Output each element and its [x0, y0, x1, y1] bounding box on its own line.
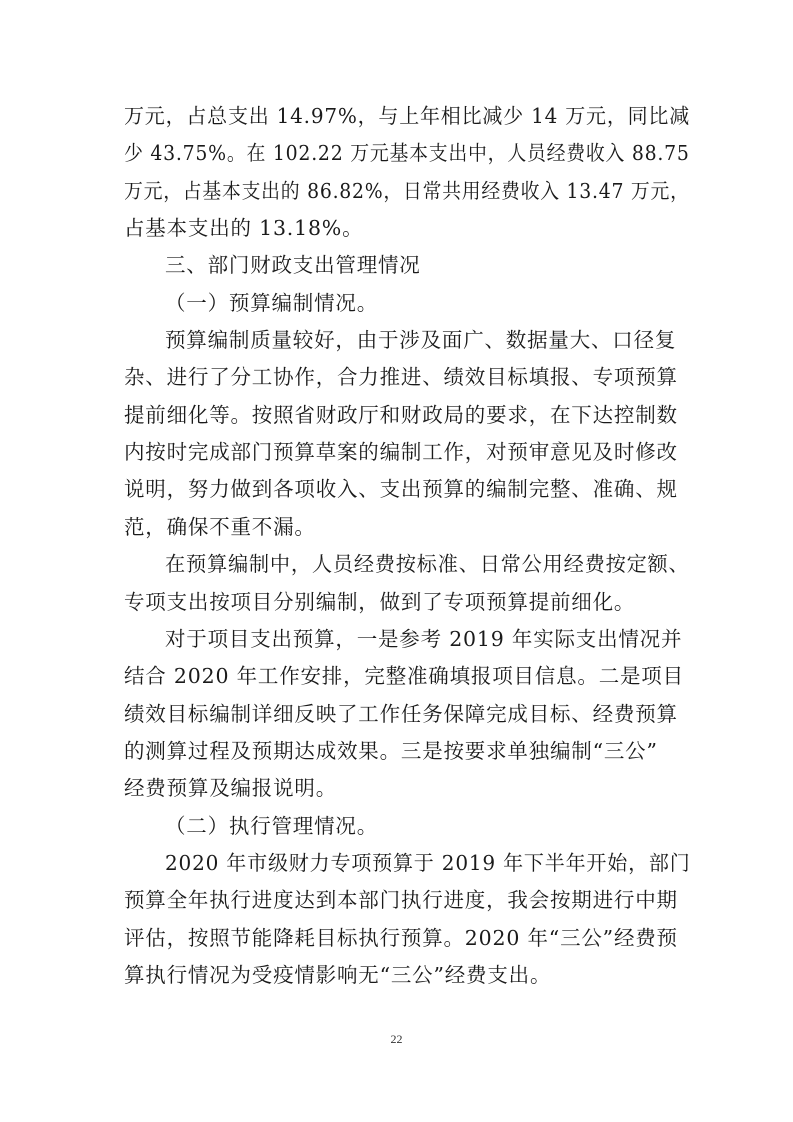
body-text-line: 提前细化等。按照省财政厅和财政局的要求，在下达控制数 — [124, 403, 678, 427]
body-text-line: 对于项目支出预算，一是参考 2019 年实际支出情况并 — [165, 627, 683, 651]
body-text-line: 万元，占基本支出的 86.82%，日常共用经费收入 13.47 万元， — [124, 179, 690, 203]
body-text-line: 在预算编制中，人员经费按标准、日常公用经费按定额、 — [165, 552, 690, 576]
section-heading: 三、部门财政支出管理情况 — [165, 253, 421, 277]
subsection-heading: （一）预算编制情况。 — [165, 291, 378, 315]
body-text-line: 少 43.75%。在 102.22 万元基本支出中，人员经费收入 88.75 — [124, 141, 690, 165]
body-text-line: 算执行情况为受疫情影响无“三公”经费支出。 — [124, 963, 552, 987]
body-text-line: 预算全年执行进度达到本部门执行进度，我会按期进行中期 — [124, 888, 678, 912]
body-text-line: 说明，努力做到各项收入、支出预算的编制完整、准确、规 — [124, 477, 678, 501]
body-text-line: 绩效目标编制详细反映了工作任务保障完成目标、经费预算 — [124, 702, 678, 726]
body-text-line: 杂、进行了分工协作，合力推进、绩效目标填报、专项预算 — [124, 365, 678, 389]
body-text-line: 的测算过程及预期达成效果。三是按要求单独编制“三公” — [124, 739, 658, 763]
body-text-line: 预算编制质量较好，由于涉及面广、数据量大、口径复 — [165, 328, 677, 352]
body-text-line: 2020 年市级财力专项预算于 2019 年下半年开始，部门 — [165, 851, 691, 875]
body-text-line: 万元，占总支出 14.97%，与上年相比减少 14 万元，同比减 — [124, 104, 690, 128]
subsection-heading: （二）执行管理情况。 — [165, 814, 378, 838]
body-text-line: 占基本支出的 13.18%。 — [124, 216, 364, 240]
body-text-line: 评估，按照节能降耗目标执行预算。2020 年“三公”经费预 — [124, 926, 678, 950]
body-text-line: 经费预算及编报说明。 — [124, 776, 337, 800]
body-text-line: 专项支出按项目分别编制，做到了专项预算提前细化。 — [124, 590, 636, 614]
body-text-line: 范，确保不重不漏。 — [124, 515, 316, 539]
body-text-line: 结合 2020 年工作安排，完整准确填报项目信息。二是项目 — [124, 664, 684, 688]
page-number: 22 — [390, 1032, 403, 1046]
body-text-line: 内按时完成部门预算草案的编制工作，对预审意见及时修改 — [124, 440, 678, 464]
